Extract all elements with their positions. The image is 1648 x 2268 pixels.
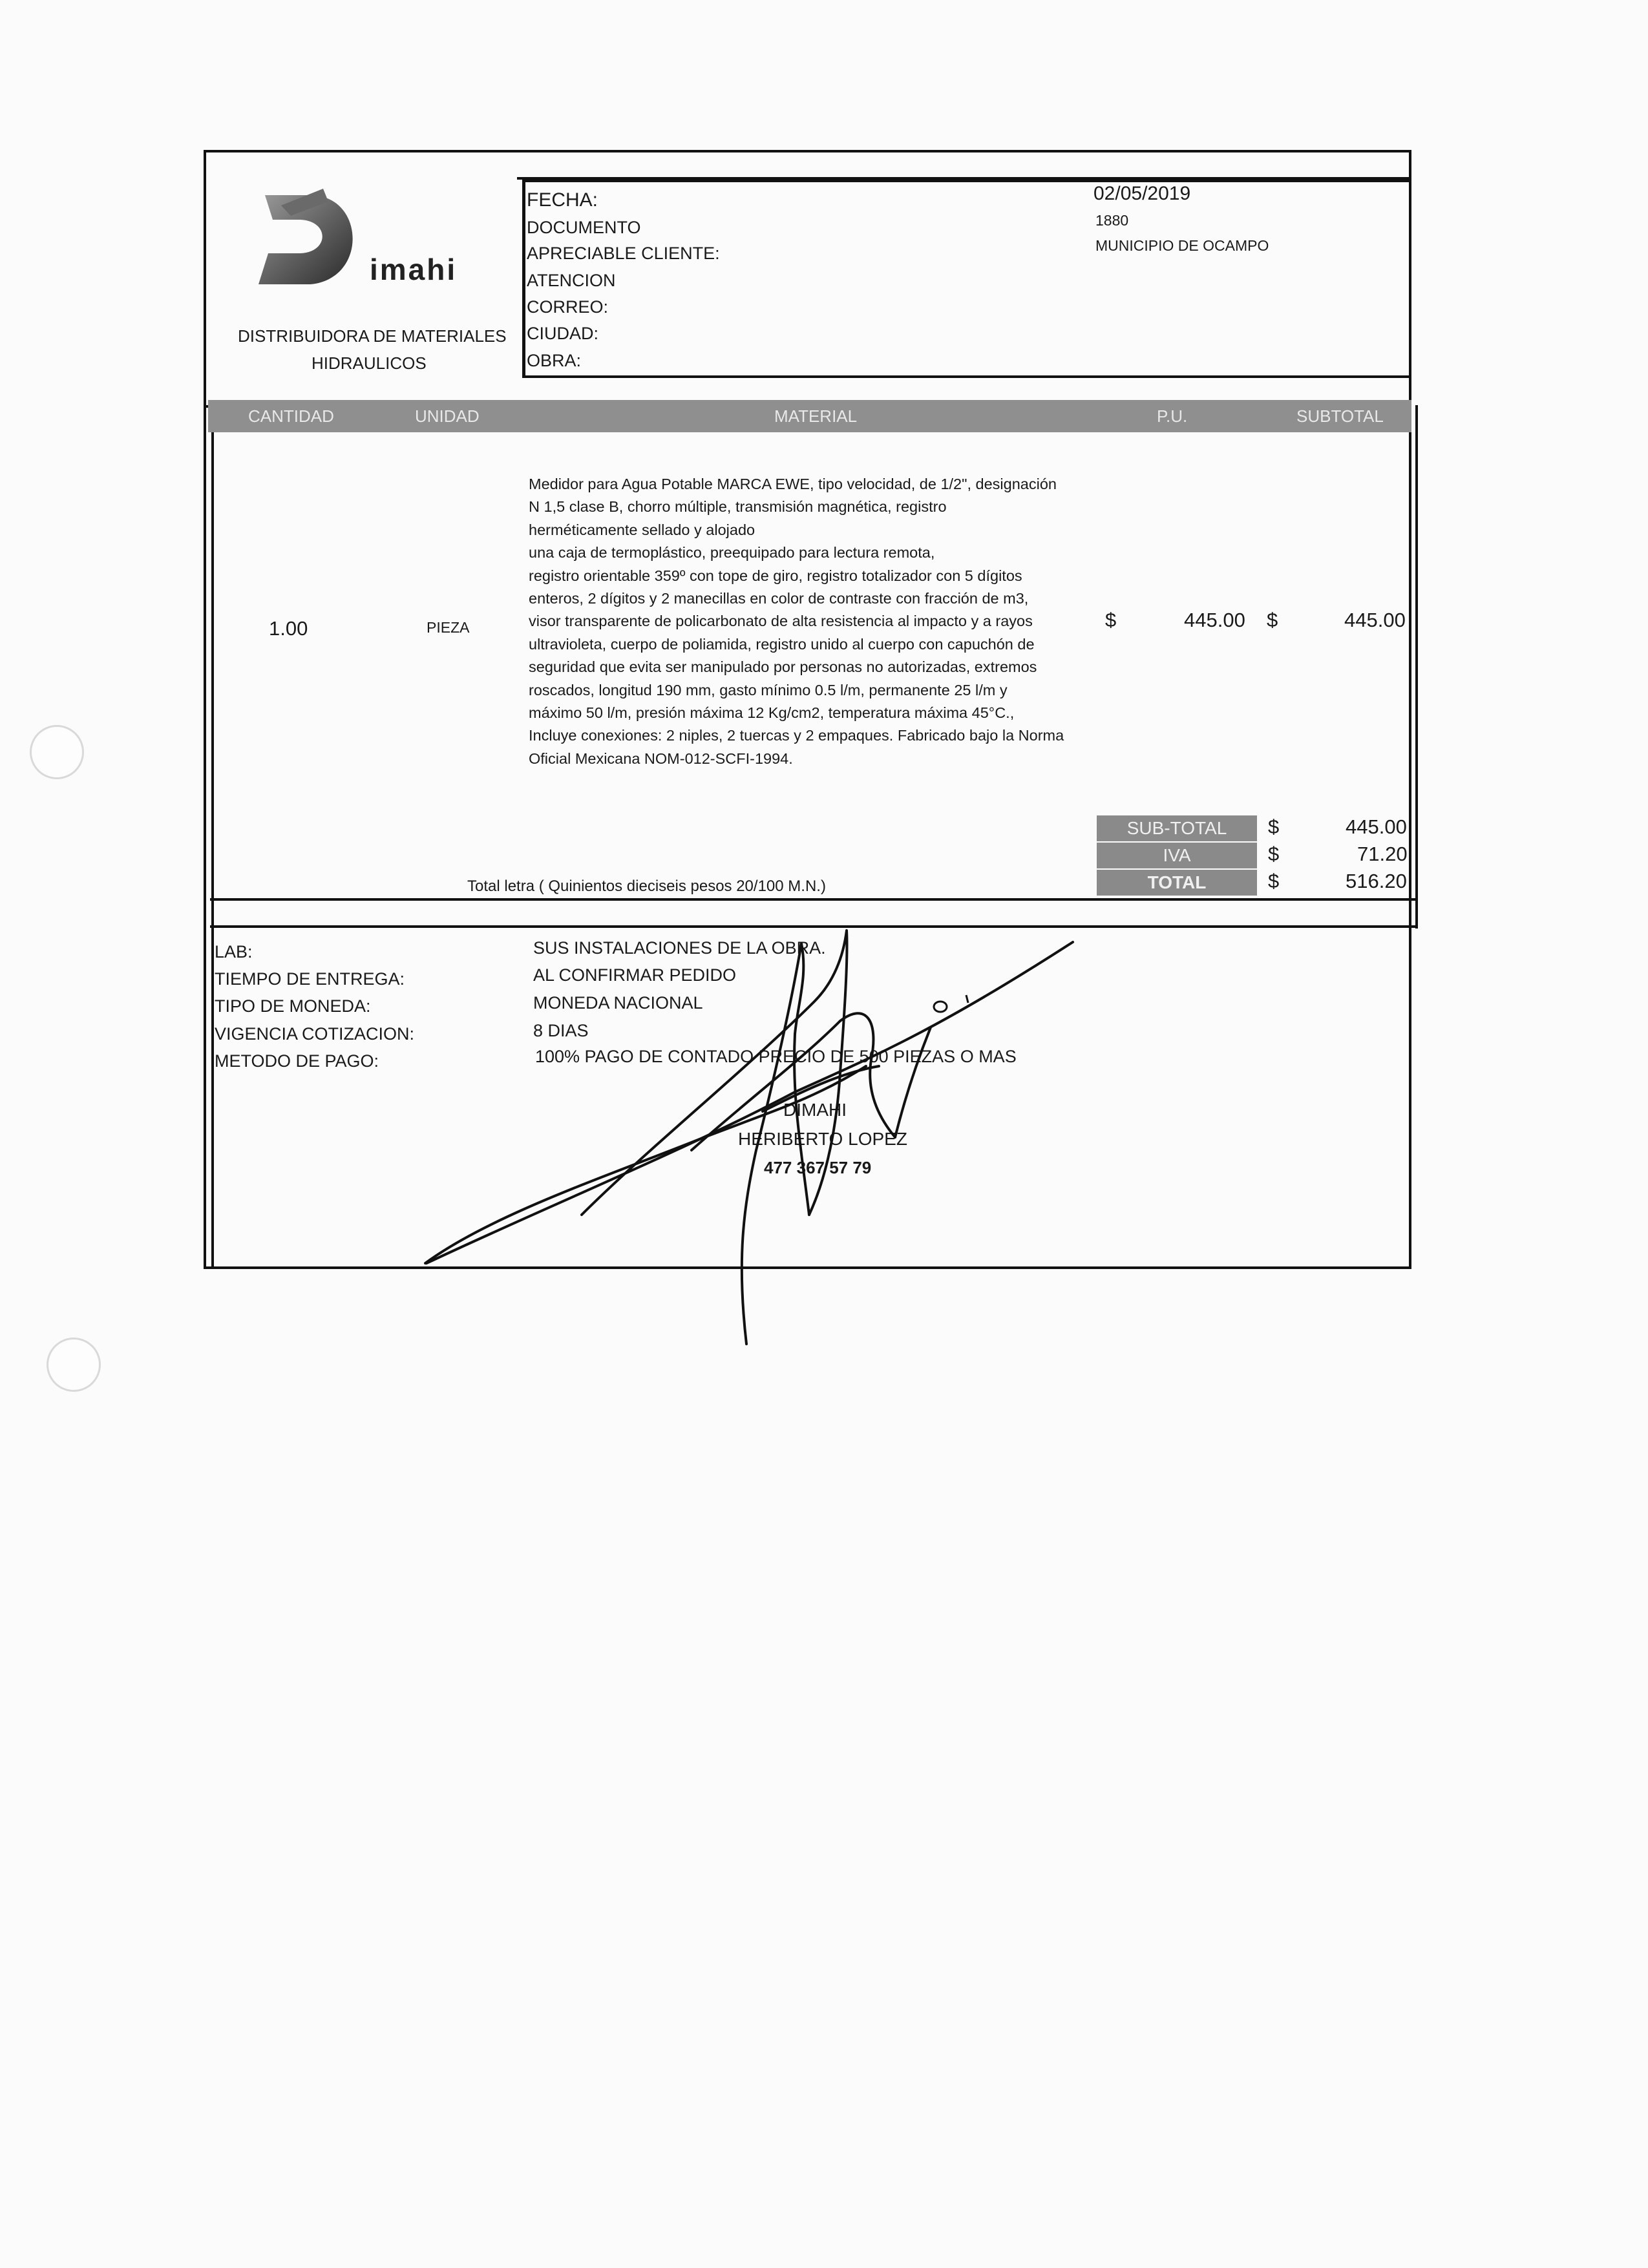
iva-value: 71.20 [1357,843,1408,865]
cliente-label: APRECIABLE CLIENTE: [527,244,720,263]
total-value: 516.20 [1346,870,1407,892]
documento-label: DOCUMENTO [527,218,641,237]
punch-hole-top [30,725,84,779]
item-subtotal: 445.00 [1344,609,1406,631]
fecha-label: FECHA: [527,189,598,211]
col-subtotal: SUBTOTAL [1296,406,1384,426]
item-subtotal-symbol: $ [1267,609,1278,631]
vigencia-label: VIGENCIA COTIZACION: [215,1024,415,1044]
subtotal-value: 445.00 [1346,815,1407,838]
iva-symbol: $ [1268,843,1280,865]
moneda-label: TIPO DE MONEDA: [215,996,371,1016]
table-bottom-line [210,898,1418,901]
pago-label: METODO DE PAGO: [215,1051,379,1071]
moneda-value: MONEDA NACIONAL [533,993,703,1013]
lab-label: LAB: [215,942,253,961]
company-logo [252,182,465,292]
entrega-value: AL CONFIRMAR PEDIDO [533,965,737,985]
cliente-value: MUNICIPIO DE OCAMPO [1095,237,1269,254]
company-name-line1: DISTRIBUIDORA DE MATERIALES [238,326,507,346]
logo-text: imahi [370,253,458,286]
col-pu: P.U. [1157,406,1188,426]
iva-label: IVA [1097,843,1257,868]
vigencia-value: 8 DIAS [533,1021,589,1040]
correo-label: CORREO: [527,297,609,317]
signature-company: DIMAHI [783,1100,847,1120]
item-pu-symbol: $ [1105,609,1117,631]
table-header-bar [208,400,1411,432]
atencion-label: ATENCION [527,271,616,290]
obra-label: OBRA: [527,351,582,370]
item-cantidad: 1.00 [269,617,308,640]
total-letra: Total letra ( Quinientos dieciseis pesos 20/100 M.N.) [467,877,826,895]
table-right-line [1415,405,1418,929]
col-unidad: UNIDAD [415,406,480,426]
col-cantidad: CANTIDAD [248,406,334,426]
handwritten-signature [414,905,1086,1357]
signature-name: HERIBERTO LOPEZ [738,1129,907,1149]
documento-value: 1880 [1095,212,1129,229]
punch-hole-bottom [47,1338,101,1392]
subtotal-label: SUB-TOTAL [1097,815,1257,841]
col-material: MATERIAL [774,406,858,426]
item-unidad: PIEZA [427,619,470,636]
company-name-line2: HIDRAULICOS [312,353,427,373]
total-label: TOTAL [1097,870,1257,896]
client-info-box [522,180,1411,378]
signature-phone: 477 367 57 79 [764,1158,872,1177]
lab-value: SUS INSTALACIONES DE LA OBRA. [533,938,826,958]
subtotal-symbol: $ [1268,815,1280,838]
table-left-line [211,405,214,1269]
ciudad-label: CIUDAD: [527,324,599,343]
item-description: Medidor para Agua Potable MARCA EWE, tipo velocidad, de 1/2", designación N 1,5 clase B, chorro múltiple, transmisión magnética, registro herméticamente sellado y alojado una caja de termoplástico, preequipado para lectura remota, registro orientable 359º con tope de giro, registro totalizador con 5 dígitos enteros, 2 dígitos y 2 manecillas en color de contraste con fracción de m3, visor transparente de policarbonato de alta resistencia al impacto y a rayos ultravioleta, cuerpo de poliamida, registro unido al cuerpo con capuchón de seguridad que evita ser manipulado por personas no autorizadas, extremos roscados, longitud 190 mm, gasto mínimo 0.5 l/m, permanente 25 l/m y máximo 50 l/m, presión máxima 12 Kg/cm2, temperatura máxima 45°C., Incluye conexiones: 2 niples, 2 tuercas y 2 empaques. Fabricado bajo la Norma Oficial Mexicana NOM-012-SCFI-1994. [529,476,1064,767]
total-symbol: $ [1268,870,1280,892]
pago-value: 100% PAGO DE CONTADO PRECIO DE 500 PIEZAS O MAS [535,1047,1017,1066]
item-pu: 445.00 [1184,609,1245,631]
fecha-value: 02/05/2019 [1093,183,1191,204]
entrega-label: TIEMPO DE ENTREGA: [215,969,405,989]
